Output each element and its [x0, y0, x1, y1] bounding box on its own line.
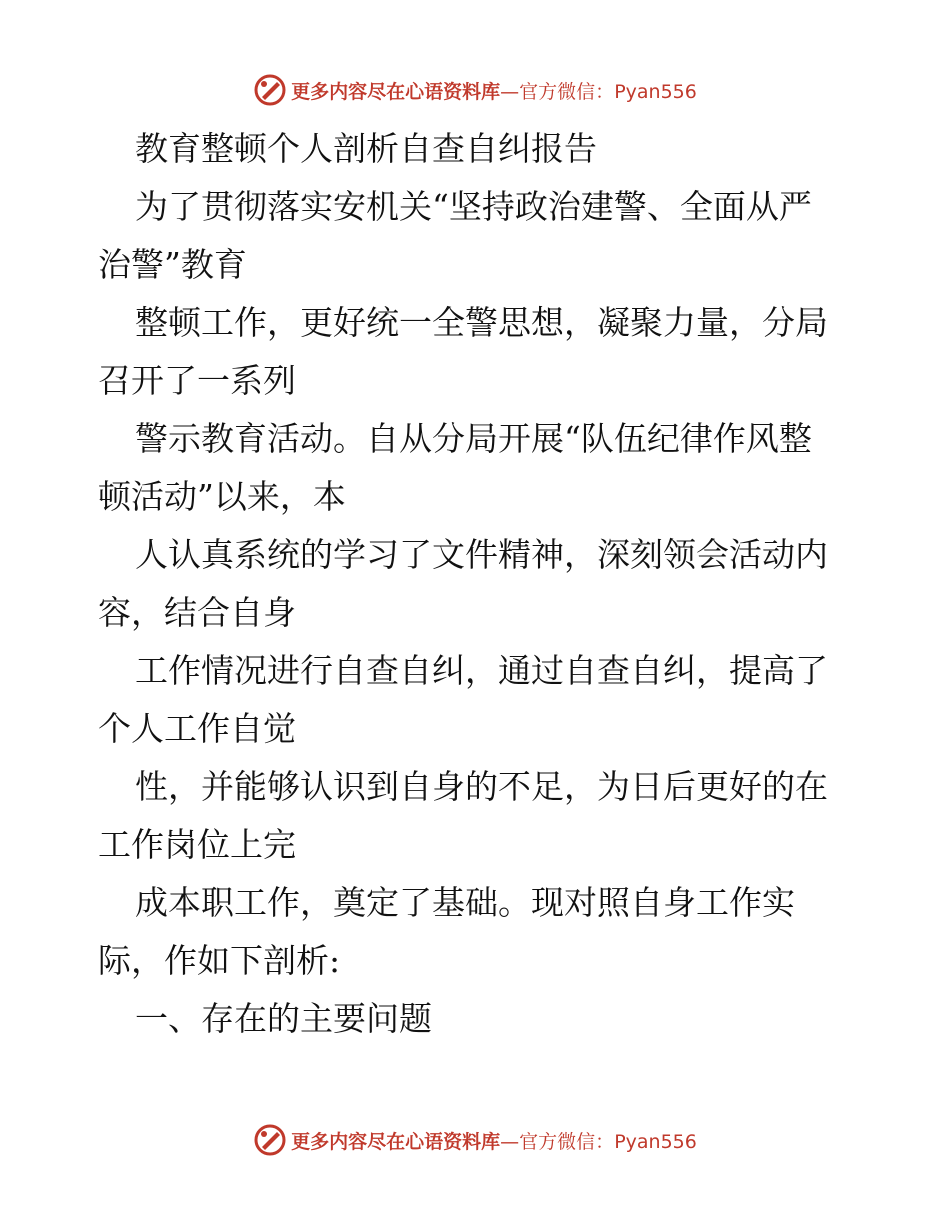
paragraph-line: 召开了一系列	[98, 361, 296, 400]
paragraph-line: 工作岗位上完	[98, 825, 296, 864]
footer-watermark	[0, 1120, 950, 1160]
section-heading: 一、存在的主要问题	[135, 999, 432, 1038]
watermark-text	[291, 1127, 697, 1154]
paragraph-line: 整顿工作，更好统一全警思想，凝聚力量，分局	[135, 303, 828, 342]
seal-logo-icon	[253, 1123, 287, 1157]
document-body	[98, 120, 850, 1048]
paragraph-line: 为了贯彻落实安机关“坚持政治建警、全面从严	[135, 187, 812, 226]
watermark-wechat-label: 官方微信：	[519, 1130, 615, 1153]
paragraph-line: 顿活动”以来，本	[98, 477, 346, 516]
paragraph-line: 人认真系统的学习了文件精神，深刻领会活动内	[135, 535, 828, 574]
paragraph-line: 成本职工作，奠定了基础。现对照自身工作实	[135, 883, 795, 922]
document-title: 教育整顿个人剖析自查自纠报告	[135, 129, 597, 168]
paragraph-line: 工作情况进行自查自纠，通过自查自纠，提高了	[135, 651, 828, 690]
paragraph-line: 性，并能够认识到自身的不足，为日后更好的在	[135, 767, 828, 806]
watermark-dash: —	[500, 80, 520, 103]
watermark-wechat-label: 官方微信：	[519, 80, 615, 103]
paragraph-line: 警示教育活动。自从分局开展“队伍纪律作风整	[135, 419, 812, 458]
seal-logo-icon	[253, 73, 287, 107]
watermark-wechat-id: Pyan556	[614, 80, 697, 103]
watermark-site: 更多内容尽在心语资料库	[291, 80, 501, 103]
paragraph-line: 治警”教育	[98, 245, 247, 284]
paragraph-line: 容，结合自身	[98, 593, 296, 632]
watermark-wechat-id: Pyan556	[614, 1130, 697, 1153]
watermark-dash: —	[500, 1130, 520, 1153]
paragraph-line: 个人工作自觉	[98, 709, 296, 748]
paragraph-line: 际，作如下剖析:	[98, 941, 341, 980]
watermark-text	[291, 77, 697, 104]
watermark-site: 更多内容尽在心语资料库	[291, 1130, 501, 1153]
header-watermark	[0, 70, 950, 110]
